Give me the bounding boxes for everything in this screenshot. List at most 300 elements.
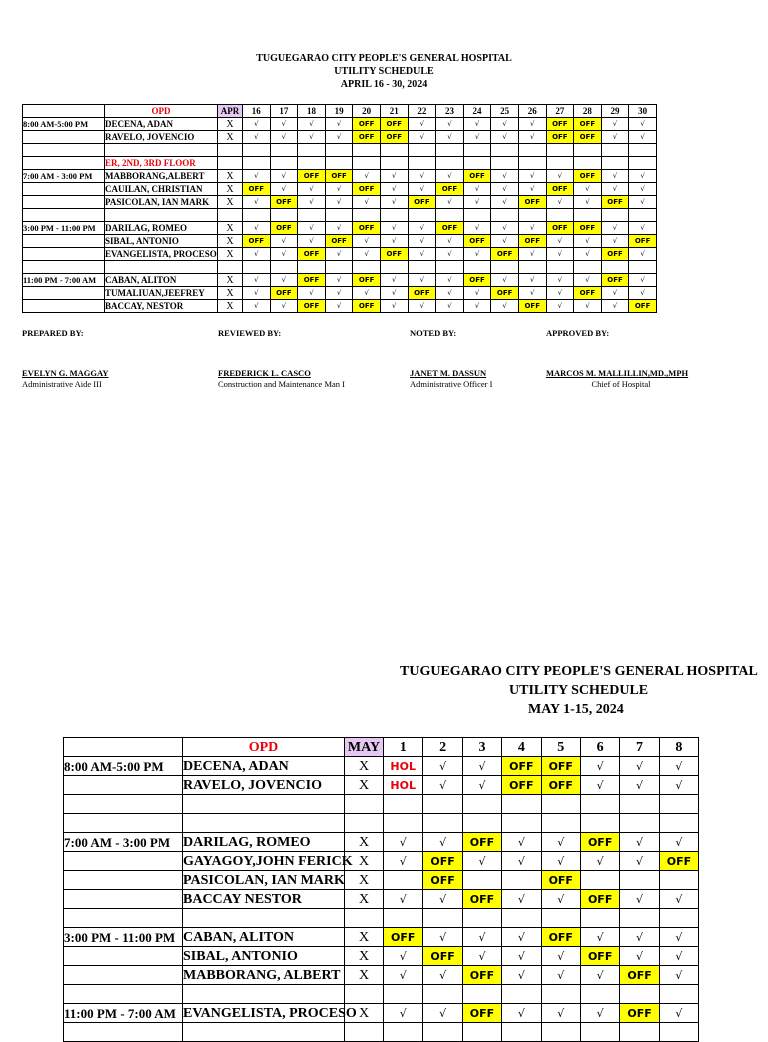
day-off-cell: OFF [518, 196, 546, 209]
schedule-cell: √ [546, 248, 574, 261]
opd-mark-cell [218, 209, 243, 222]
schedule-cell [462, 814, 501, 833]
schedule-cell [462, 871, 501, 890]
schedule-cell [380, 144, 408, 157]
month-header-cell: APR [218, 105, 243, 118]
day-off-cell: OFF [541, 776, 580, 795]
schedule-cell: √ [408, 183, 436, 196]
schedule-cell: √ [620, 890, 659, 909]
schedule-cell: √ [325, 300, 353, 313]
schedule-cell: √ [629, 131, 657, 144]
day-header-cell: 20 [353, 105, 381, 118]
schedule-cell: √ [436, 131, 464, 144]
schedule-cell: √ [580, 928, 619, 947]
section-header-cell: OPD [105, 105, 218, 118]
schedule-cell [580, 871, 619, 890]
shift-time-cell: 11:00 PM - 7:00 AM [23, 274, 105, 287]
employee-name-cell [105, 209, 218, 222]
schedule-cell: √ [380, 235, 408, 248]
table-row [23, 144, 657, 157]
opd-mark-cell: X [345, 1004, 384, 1023]
shift-time-cell [23, 261, 105, 274]
day-off-cell: OFF [463, 274, 491, 287]
table-row [23, 248, 657, 261]
schedule-cell [574, 261, 602, 274]
signatory-position: Chief of Hospital [591, 379, 651, 389]
day-off-cell: OFF [380, 118, 408, 131]
schedule-cell: √ [423, 1004, 462, 1023]
day-header-cell: 29 [601, 105, 629, 118]
day-off-cell: OFF [353, 131, 381, 144]
employee-name-cell: CAUILAN, CHRISTIAN [105, 183, 218, 196]
shift-time-cell: 3:00 PM - 11:00 PM [64, 928, 183, 947]
schedule-cell [353, 209, 381, 222]
schedule-cell: √ [436, 196, 464, 209]
day-off-cell: OFF [546, 222, 574, 235]
schedule-cell: √ [546, 287, 574, 300]
day-off-cell: OFF [518, 235, 546, 248]
schedule-cell: √ [325, 183, 353, 196]
schedule-cell: √ [601, 235, 629, 248]
shift-time-cell [23, 131, 105, 144]
shift-time-cell: 7:00 AM - 3:00 PM [23, 170, 105, 183]
day-off-cell: OFF [580, 890, 619, 909]
schedule-cell: √ [436, 287, 464, 300]
employee-name-cell: BACCAY, NESTOR [105, 300, 218, 313]
schedule-cell: √ [502, 852, 541, 871]
opd-mark-cell: X [218, 222, 243, 235]
shift-time-cell [23, 248, 105, 261]
schedule-cell: √ [298, 287, 326, 300]
schedule-cell: √ [463, 131, 491, 144]
schedule-cell: √ [462, 947, 501, 966]
schedule-cell: √ [408, 118, 436, 131]
schedule-cell: √ [408, 248, 436, 261]
schedule-cell: √ [463, 118, 491, 131]
schedule-cell [243, 261, 271, 274]
signatory-name: MARCOS M. MALLILLIN,MD.,MPH [546, 368, 689, 378]
schedule-cell [601, 209, 629, 222]
schedule-cell: √ [502, 947, 541, 966]
schedule-cell [491, 261, 519, 274]
schedule-cell [298, 209, 326, 222]
table-row [64, 795, 699, 814]
schedule-cell: √ [574, 248, 602, 261]
shift-time-cell [64, 966, 183, 985]
schedule-cell [408, 261, 436, 274]
opd-mark-cell [218, 261, 243, 274]
schedule-cell [463, 209, 491, 222]
schedule-cell: √ [270, 235, 298, 248]
signatory-position: Administrative Officer I [410, 379, 493, 389]
schedule-cell: √ [629, 170, 657, 183]
schedule-cell [325, 261, 353, 274]
signatory-position: Administrative Aide III [22, 379, 102, 389]
schedule-cell [546, 144, 574, 157]
schedule-cell: √ [380, 287, 408, 300]
schedule-cell: √ [546, 300, 574, 313]
schedule-cell [298, 144, 326, 157]
schedule-cell: √ [408, 222, 436, 235]
schedule-cell: √ [270, 274, 298, 287]
schedule-cell: √ [659, 1004, 698, 1023]
day-off-cell: OFF [620, 966, 659, 985]
may-schedule-table [63, 737, 699, 1042]
shift-time-cell: 8:00 AM-5:00 PM [23, 118, 105, 131]
schedule-cell: √ [270, 131, 298, 144]
opd-mark-cell: X [218, 274, 243, 287]
schedule-cell: √ [423, 757, 462, 776]
shift-time-cell [23, 209, 105, 222]
employee-name-cell [183, 909, 345, 928]
day-header-cell: 30 [629, 105, 657, 118]
schedule-cell: √ [518, 287, 546, 300]
schedule-cell: √ [325, 287, 353, 300]
signatory-name: EVELYN G. MAGGAY [22, 368, 109, 378]
day-off-cell: OFF [659, 852, 698, 871]
section-label-cell: ER, 2ND, 3RD FLOOR [105, 157, 218, 170]
employee-name-cell: DECENA, ADAN [183, 757, 345, 776]
shift-time-cell [64, 776, 183, 795]
schedule-cell: √ [574, 300, 602, 313]
day-off-cell: OFF [491, 287, 519, 300]
schedule-cell: √ [243, 287, 271, 300]
day-off-cell: OFF [601, 248, 629, 261]
schedule-cell: √ [423, 833, 462, 852]
signatory-noted [410, 328, 540, 390]
schedule-cell: √ [325, 118, 353, 131]
table-row [23, 105, 657, 118]
schedule-cell [580, 795, 619, 814]
schedule-cell: √ [463, 196, 491, 209]
day-off-cell: OFF [380, 131, 408, 144]
schedule-cell [629, 157, 657, 170]
table-row [23, 287, 657, 300]
shift-time-cell [64, 814, 183, 833]
schedule-cell [546, 261, 574, 274]
schedule-cell [380, 261, 408, 274]
schedule-cell: √ [270, 183, 298, 196]
schedule-cell: √ [353, 196, 381, 209]
shift-time-cell: 7:00 AM - 3:00 PM [64, 833, 183, 852]
schedule-cell: √ [384, 947, 423, 966]
schedule-cell: √ [491, 170, 519, 183]
schedule-cell [518, 144, 546, 157]
day-off-cell: OFF [462, 966, 501, 985]
signatory-prepared [22, 328, 212, 390]
schedule-cell: √ [243, 222, 271, 235]
schedule-cell: √ [408, 170, 436, 183]
schedule-cell: √ [518, 118, 546, 131]
day-off-cell: OFF [298, 170, 326, 183]
shift-time-cell [64, 852, 183, 871]
signatory-approved [546, 328, 706, 390]
schedule-cell [462, 985, 501, 1004]
employee-name-cell: DECENA, ADAN [105, 118, 218, 131]
day-off-cell: OFF [436, 183, 464, 196]
table-row [64, 871, 699, 890]
schedule-cell [243, 157, 271, 170]
day-header-cell: 18 [298, 105, 326, 118]
schedule-cell: √ [353, 170, 381, 183]
schedule-cell: √ [574, 183, 602, 196]
schedule-cell: √ [384, 852, 423, 871]
schedule-cell [423, 795, 462, 814]
employee-name-cell: EVANGELISTA, PROCESO [183, 1005, 357, 1021]
day-header-cell: 6 [580, 738, 619, 757]
day-header-cell: 1 [384, 738, 423, 757]
schedule-cell [502, 985, 541, 1004]
schedule-cell [541, 1023, 580, 1042]
employee-name-cell: RAVELO, JOVENCIO [105, 131, 218, 144]
table-row [64, 852, 699, 871]
schedule-cell [353, 144, 381, 157]
table-row [23, 170, 657, 183]
schedule-cell: √ [353, 235, 381, 248]
schedule-cell: √ [518, 131, 546, 144]
schedule-cell: √ [518, 170, 546, 183]
schedule-cell [659, 795, 698, 814]
schedule-cell [384, 795, 423, 814]
schedule-cell: √ [546, 274, 574, 287]
day-header-cell: 3 [462, 738, 501, 757]
opd-mark-cell: X [218, 183, 243, 196]
schedule-cell: √ [325, 248, 353, 261]
page2-period: MAY 1-15, 2024 [528, 702, 624, 717]
schedule-cell: √ [541, 1004, 580, 1023]
schedule-cell [353, 261, 381, 274]
day-off-cell: OFF [462, 890, 501, 909]
schedule-cell [463, 157, 491, 170]
shift-time-cell [23, 300, 105, 313]
schedule-cell: √ [574, 196, 602, 209]
schedule-cell: √ [243, 274, 271, 287]
opd-mark-cell: X [218, 248, 243, 261]
day-header-cell: 5 [541, 738, 580, 757]
day-off-cell: OFF [546, 131, 574, 144]
schedule-cell [659, 871, 698, 890]
schedule-cell: √ [243, 300, 271, 313]
schedule-cell: √ [580, 776, 619, 795]
schedule-cell [353, 157, 381, 170]
opd-mark-cell: X [345, 966, 384, 985]
holiday-cell: HOL [384, 776, 423, 795]
schedule-cell [601, 144, 629, 157]
schedule-cell: √ [518, 183, 546, 196]
schedule-cell: √ [380, 300, 408, 313]
day-off-cell: OFF [541, 757, 580, 776]
schedule-cell [546, 157, 574, 170]
schedule-cell: √ [620, 757, 659, 776]
schedule-cell [620, 985, 659, 1004]
shift-time-cell [23, 144, 105, 157]
table-row [23, 131, 657, 144]
schedule-cell: √ [601, 287, 629, 300]
day-off-cell: OFF [243, 183, 271, 196]
schedule-cell: √ [463, 248, 491, 261]
opd-mark-cell [345, 795, 384, 814]
day-off-cell: OFF [463, 235, 491, 248]
employee-name-cell [105, 261, 218, 274]
day-off-cell: OFF [353, 118, 381, 131]
schedule-cell: √ [620, 776, 659, 795]
employee-name-cell: CABAN, ALITON [105, 274, 218, 287]
opd-mark-cell: X [218, 131, 243, 144]
schedule-cell [491, 209, 519, 222]
day-off-cell: OFF [462, 1004, 501, 1023]
schedule-cell: √ [298, 183, 326, 196]
schedule-cell [502, 871, 541, 890]
schedule-cell: √ [462, 757, 501, 776]
page1-header [0, 52, 768, 91]
day-off-cell: OFF [270, 287, 298, 300]
employee-name-cell: MABBORANG, ALBERT [183, 966, 345, 985]
opd-mark-cell [345, 985, 384, 1004]
schedule-cell: √ [298, 196, 326, 209]
schedule-cell [384, 814, 423, 833]
schedule-cell: √ [325, 222, 353, 235]
day-off-cell: OFF [423, 852, 462, 871]
day-off-cell: OFF [541, 928, 580, 947]
day-header-cell: 2 [423, 738, 462, 757]
table-row [23, 300, 657, 313]
schedule-cell: √ [601, 222, 629, 235]
schedule-cell: √ [380, 170, 408, 183]
schedule-cell [436, 157, 464, 170]
opd-mark-cell: X [345, 852, 384, 871]
schedule-cell: √ [353, 248, 381, 261]
day-off-cell: OFF [298, 300, 326, 313]
schedule-cell: √ [462, 928, 501, 947]
shift-time-cell [64, 738, 183, 757]
day-header-cell: 28 [574, 105, 602, 118]
schedule-cell [502, 795, 541, 814]
employee-name-cell [183, 814, 345, 833]
page1-title: TUGUEGARAO CITY PEOPLE'S GENERAL HOSPITAL [256, 53, 512, 64]
schedule-cell: √ [270, 300, 298, 313]
opd-mark-cell: X [218, 287, 243, 300]
schedule-cell: √ [298, 222, 326, 235]
shift-time-cell [23, 105, 105, 118]
signatory-name: FREDERICK L. CASCO [218, 368, 311, 378]
schedule-cell: √ [580, 966, 619, 985]
day-off-cell: OFF [546, 118, 574, 131]
schedule-cell: √ [436, 170, 464, 183]
day-off-cell: OFF [423, 871, 462, 890]
opd-mark-cell [218, 144, 243, 157]
shift-time-cell [64, 1023, 183, 1042]
schedule-cell: √ [325, 274, 353, 287]
day-off-cell: OFF [423, 947, 462, 966]
schedule-cell: √ [546, 170, 574, 183]
april-schedule-table [22, 104, 657, 313]
schedule-cell: √ [423, 928, 462, 947]
opd-mark-cell: X [218, 300, 243, 313]
schedule-cell: √ [491, 300, 519, 313]
schedule-cell: √ [243, 118, 271, 131]
employee-name-cell: PASICOLAN, IAN MARK [183, 872, 345, 888]
signatory-reviewed [218, 328, 408, 390]
schedule-cell [659, 1023, 698, 1042]
schedule-cell: √ [491, 183, 519, 196]
schedule-cell: √ [629, 287, 657, 300]
schedule-cell [384, 1023, 423, 1042]
schedule-cell [380, 157, 408, 170]
table-row [23, 183, 657, 196]
table-row [64, 890, 699, 909]
signatory-position: Construction and Maintenance Man I [218, 379, 345, 389]
day-header-cell: 16 [243, 105, 271, 118]
schedule-cell: √ [463, 183, 491, 196]
schedule-cell: √ [243, 131, 271, 144]
schedule-cell: √ [502, 1004, 541, 1023]
schedule-cell: √ [580, 757, 619, 776]
schedule-cell [384, 985, 423, 1004]
schedule-cell [325, 144, 353, 157]
schedule-cell: √ [436, 300, 464, 313]
schedule-cell [325, 157, 353, 170]
schedule-cell: √ [620, 947, 659, 966]
day-off-cell: OFF [629, 300, 657, 313]
schedule-cell [574, 157, 602, 170]
employee-name-cell: DARILAG, ROMEO [183, 833, 345, 852]
day-off-cell: OFF [491, 248, 519, 261]
schedule-cell: √ [463, 222, 491, 235]
day-off-cell: OFF [574, 131, 602, 144]
schedule-cell: √ [601, 183, 629, 196]
schedule-cell: √ [659, 890, 698, 909]
schedule-cell [325, 209, 353, 222]
schedule-cell: √ [629, 196, 657, 209]
schedule-cell: √ [491, 222, 519, 235]
table-row [64, 1023, 699, 1042]
day-off-cell: OFF [298, 248, 326, 261]
schedule-cell: √ [298, 118, 326, 131]
schedule-cell [491, 157, 519, 170]
opd-mark-cell: X [345, 833, 384, 852]
schedule-cell: √ [325, 131, 353, 144]
schedule-cell: √ [384, 1004, 423, 1023]
schedule-cell [502, 1023, 541, 1042]
table-row [64, 928, 699, 947]
day-off-cell: OFF [353, 222, 381, 235]
shift-time-cell [64, 890, 183, 909]
table-row [64, 814, 699, 833]
schedule-cell: √ [491, 131, 519, 144]
shift-time-cell [23, 157, 105, 170]
day-off-cell: OFF [270, 196, 298, 209]
table-row [64, 738, 699, 757]
schedule-cell [423, 985, 462, 1004]
schedule-cell [462, 1023, 501, 1042]
schedule-cell: √ [491, 235, 519, 248]
day-off-cell: OFF [243, 235, 271, 248]
day-off-cell: OFF [462, 833, 501, 852]
table-row [64, 833, 699, 852]
schedule-cell: √ [270, 248, 298, 261]
schedule-cell: √ [408, 300, 436, 313]
schedule-cell: √ [601, 131, 629, 144]
day-header-cell: 19 [325, 105, 353, 118]
page1-period: APRIL 16 - 30, 2024 [340, 79, 428, 90]
schedule-cell: √ [629, 274, 657, 287]
schedule-cell [574, 144, 602, 157]
schedule-cell: √ [580, 852, 619, 871]
table-row [64, 1004, 699, 1023]
day-off-cell: OFF [518, 300, 546, 313]
opd-mark-cell: X [218, 170, 243, 183]
signatory-label: NOTED BY: [410, 328, 457, 338]
